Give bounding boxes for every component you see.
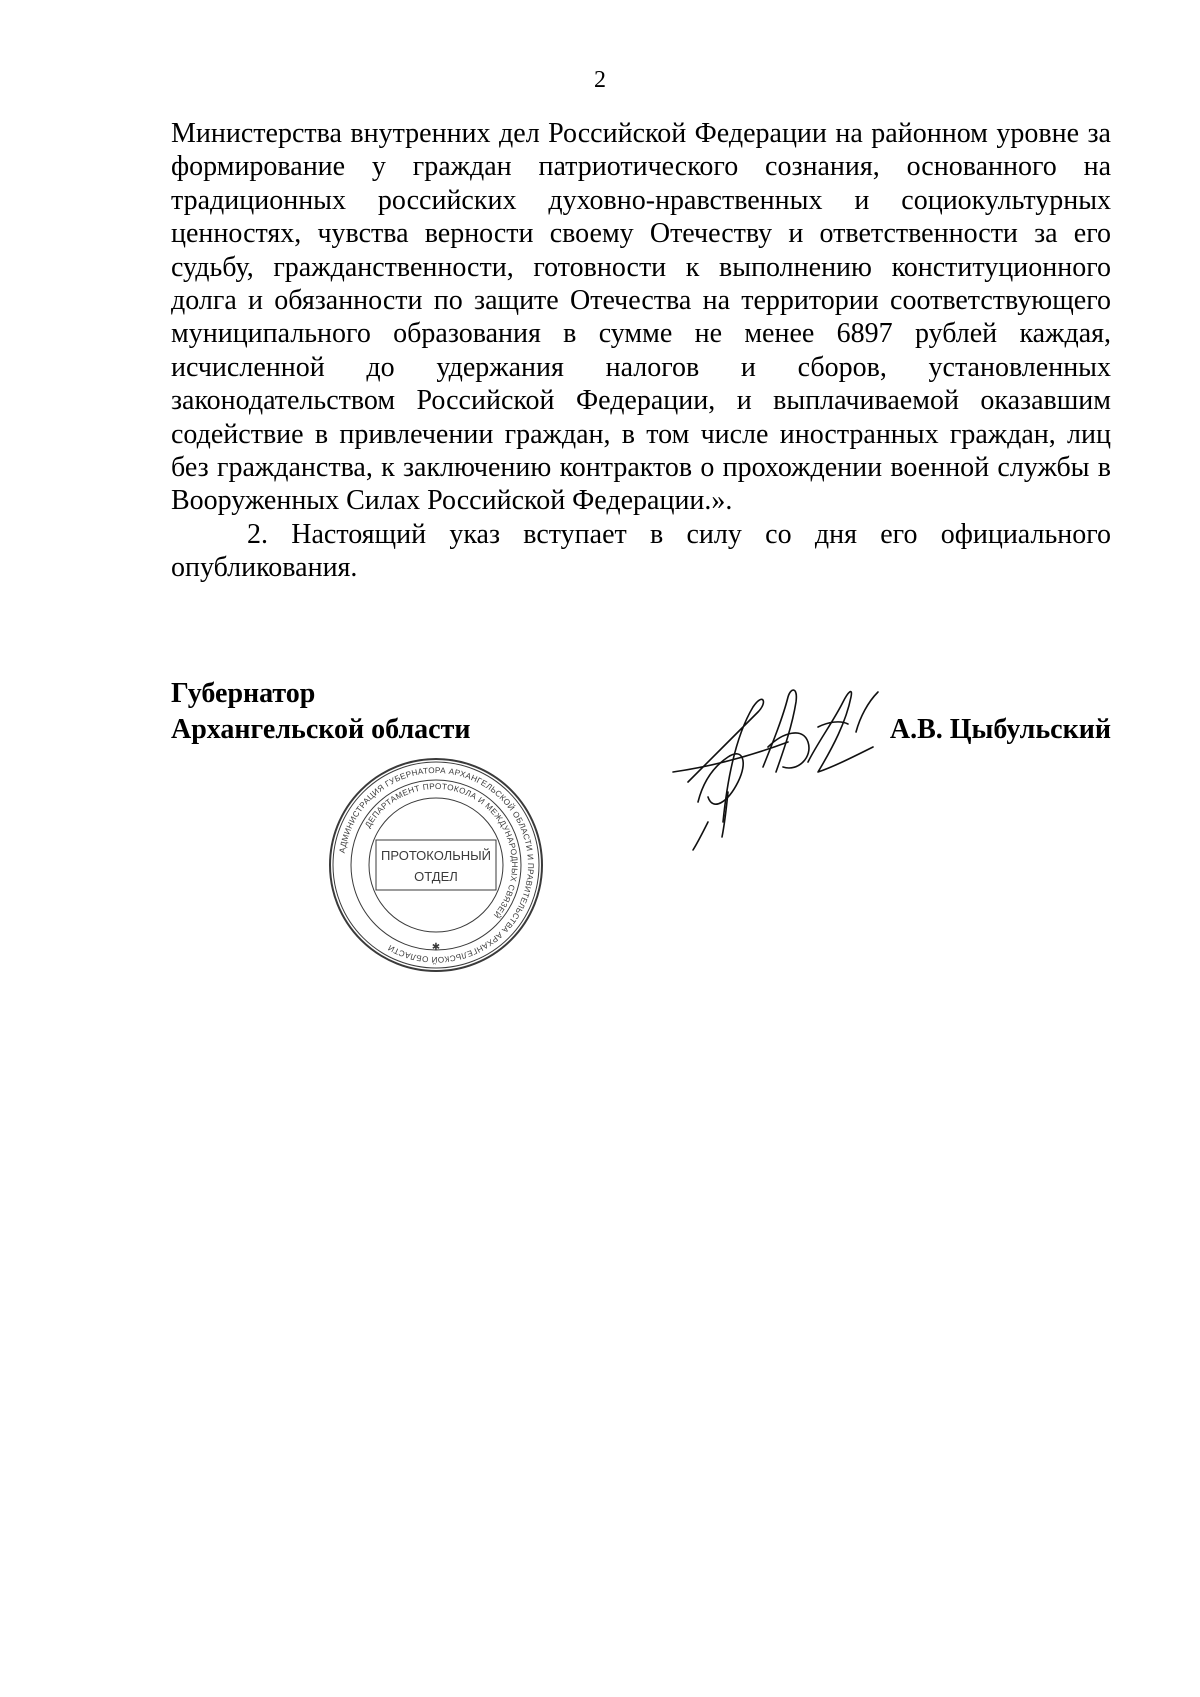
stamp-star-icon: ✱ [431,942,441,953]
official-stamp [326,755,546,975]
stamp-center-line-2: ОТДЕЛ [414,869,458,884]
decree-body [171,117,1111,585]
decree-item-2: 2. Настоящий указ вступает в силу со дня его официального опубликования. [171,518,1111,584]
signature-block [171,676,1111,748]
page-number: 2 [594,67,606,93]
continuation-paragraph: Министерства внутренних дел Российской Федерации на районном уровне за формирование у граждан патриотического сознания, основанного на традиционных российских духовно-нравственных и социокультурных ценностях, чувства верности своему Отечеству и ответственности за его судьбу, гражданственности, готовности к выполнению конституционного долга и обязанности по защите Отечества на территории соответствующего муниципального образования в сумме не менее 6897 рублей каждая, исчисленной до удержания налогов и сборов, установленных законодательством Российской Федерации, и выплачиваемой оказавшим содействие в привлечении граждан, в том числе иностранных граждан, лиц без гражданства, к заключению контрактов о прохождении военной службы в Вооруженных Силах Российской Федерации.». [171,118,1111,517]
signatory-position-line-1: Губернатор [171,678,316,709]
stamp-inner-text: ДЕПАРТАМЕНТ ПРОТОКОЛА И МЕЖДУНАРОДНЫХ СВЯЗЕЙ [363,781,520,920]
signatory-name: А.В. Цыбульский [889,714,1111,745]
stamp-center-line-1: ПРОТОКОЛЬНЫЙ [380,848,492,863]
stamp-outer-text: АДМИНИСТРАЦИЯ ГУБЕРНАТОРА АРХАНГЕЛЬСКОЙ ОБЛАСТИ И ПРАВИТЕЛЬСТВА АРХАНГЕЛЬСКОЙ ОБЛАСТИ [337,765,536,965]
signatory-position-line-2: Архангельской области [171,714,471,745]
handwritten-signature [668,672,908,852]
